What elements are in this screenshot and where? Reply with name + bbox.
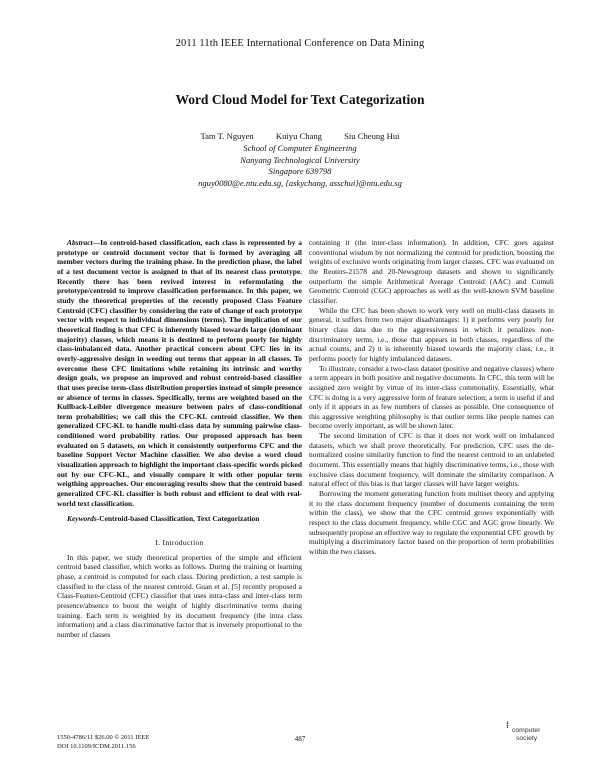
section-heading: I. Introduction: [155, 538, 204, 548]
right-column: [309, 238, 554, 557]
computer-society-logo: [506, 720, 548, 746]
abstract-text: —In centroid-based classification, each class is represented by a prototype or centroid document vector that is formed by averaging all member vectors during the training phase. In the prediction phase, the label of a test document vector is assigned to that of its nearest class prototype. Recently there has been revived interest in reformulating the prototype/centroid to improve classification performance. In this paper, we study the theoretical properties of the recently proposed Class Feature Centroid (CFC) classifier by considering the rate of change of each prototype vector with respect to individual dimensions (terms). The implication of our theoretical finding is that CFC is inherently biased towards large (dominant majority) classes, which means it is destined to perform poorly for highly class-imbalanced data. Another practical concern about CFC lies in its overly-aggressive design in weeding out terms that appear in all classes. To overcome these CFC limitations while retaining its intrinsic and worthy design goals, we propose an improved and robust centroid-based classifier that uses precise term-class distribution properties instead of simple presence or absence of terms in classes. Specifically, terms are weighted based on the Kullback-Leibler divergence measure between pairs of class-conditional term probabilities; we call this the CFC-KL centroid classifier. We then generalized CFC-KL to handle multi-class data by summing pairwise class-conditioned word probability ratios. Our proposed approach has been evaluated on 5 datasets, on which it consistently outperforms CFC and the baseline Support Vector Machine classifier. We also devise a word cloud visualization approach to highlight the important class-specific words picked out by our CFC-KL, and visually compare it with other popular term weigthing approaches. Our encouraging results show that the centroid based generalized CFC-KL classifier is both robust and efficient to deal with real-world text classification.: [57, 238, 302, 508]
intro-paragraph-5: The second limitation of CFC is that it does not work well on imbalanced datasets, which we shall prove theoretically. For prediction, CFC uses the de-normalized cosine similarity function to find the nearest centroid to an unlabeled document. This essentially means that highly discriminative terms, i.e., those with exclusive class document frequency, will dominate the similarity comparison. A natural effect of this bias is that larger classes will have larger weights.: [309, 431, 554, 489]
intro-paragraph-6: Borrowing the moment generating function from multiset theory and applying it to the class document frequency (number of documents containing the term within the class), we show that the CFC centroid grows exponentially with respect to the class document frequency, while CGC and AGC grow linearly. We subsequently propose an effective way to regulate the exponential CFC growth by multiplying a discriminatory factor based on the proportion of term probabilities within the two classes.: [309, 489, 554, 556]
keywords-lead: Keywords: [67, 514, 97, 524]
paper-title: Word Cloud Model for Text Categorization: [175, 92, 425, 107]
author-2: Kuiyu Chang: [275, 131, 322, 141]
intro-paragraph-3: While the CFC has been shown to work very well on multi-class datasets in general, it suffers from two major disadvantages: 1) it performs very poorly for binary class data due to the aggressiveness in which it penalizes non-discriminatory terms, i.e., those that appears in both classes, regardless of the actual counts, and 2) it is inherently biased towards the majority class, i.e., it performs poorly for highly imbalanced datasets.: [309, 305, 554, 363]
author-emails: nguy0080@e.ntu.edu.sg, {askychang, asschui}@ntu.edu.sg: [198, 178, 402, 189]
page-number: 487: [294, 735, 306, 743]
affiliation-university: Nanyang Technological University: [240, 154, 360, 165]
keywords-text: -Centroid-based Classification, Text Categorization: [96, 514, 260, 524]
intro-paragraph-4: To illustrate, consider a two-class dataset (positive and negative classes) where a term appears in both positive and negative documents. In CFC, this term will be assigned zero weight by virtue of its inter-class commonality. Essentially, what CFC is doing is a very aggressive form of feature selection; a term is useful if and only if it appears in as few numbers of classes as possible. One consequence of this aggressive weighting philosophy is that outlier terms like people names can become overly important, as will be shown later.: [309, 363, 554, 431]
affiliation-school: School of Computer Engineering: [243, 142, 357, 153]
logo-mark-icon: ⁞: [506, 720, 509, 730]
abstract: [57, 238, 302, 508]
author-1: Tam T. Nguyen: [200, 131, 254, 141]
intro-paragraph-1: In this paper, we study theoretical properties of the simple and efficient centroid based classifier, which works as follows. During the training or learning phase, a centroid is computed for each class. During prediction, a test sample is classified to the class of the nearest centroid. Guan et al. [5] recently proposed a Class-Feature-Centroid (CFC) classifier that uses intra-class and inter-class term presence/absence to boost the weight of highly discriminative terms during training. Each term is weighted by its document frequency (the intra class information) and a class discriminative factor that is inversely proportional to the number of classes: [57, 552, 302, 639]
logo-text-computer: computer: [512, 727, 541, 734]
footer-doi: DOI 10.1109/ICDM.2011.156: [57, 742, 136, 750]
keywords: [57, 514, 302, 524]
author-block: [0, 131, 600, 190]
affiliation-city: Singapore 639798: [268, 166, 332, 177]
left-column: [57, 238, 302, 640]
author-3: Siu Cheung Hui: [344, 131, 400, 141]
abstract-lead: Abstract: [67, 238, 93, 247]
intro-paragraph-2: containing it (the inter-class information). In addition, CFC goes against conventional wisdom by not normalizing the centroid for prediction, boosting the weights of exclusive words originating from larger classes. CFC was evaluated on the Reuters-21578 and 20-Newsgroup datasets and shown to significantly outperform the simple Arithmetical Average Centroid (AAC) and Cumuli Geometric Centroid (CGC) approaches as well as the well-known SVM baseline classifier.: [309, 238, 554, 305]
logo-text-society: society: [516, 735, 538, 742]
footer-issn: 1550-4786/11 $26.00 © 2011 IEEE: [57, 734, 150, 741]
conference-header: 2011 11th IEEE International Conference on Data Mining: [175, 38, 425, 49]
author-names: [0, 131, 600, 143]
